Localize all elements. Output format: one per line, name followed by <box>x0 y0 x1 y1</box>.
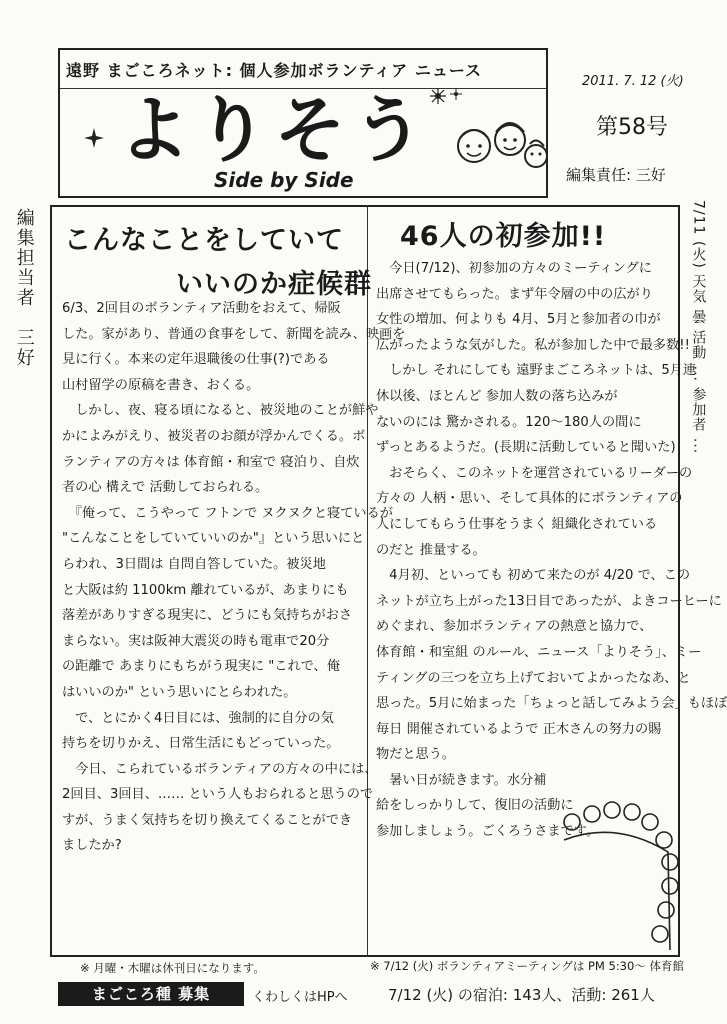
article-line: 持ちを切りかえ、日常生活にもどっていった。 <box>62 736 340 752</box>
article-line: 体育館・和室組 のルール、ニュース「よりそう」、ミー <box>376 644 702 660</box>
left-article-body <box>62 296 406 859</box>
side-editor-note: 編集担当者 三好 <box>13 208 35 368</box>
article-line: の距離で あまりにもちがう現実に "これで、俺 <box>62 659 340 675</box>
closed-days-note: ※ 月曜・木曜は休刊日になります。 <box>80 961 265 975</box>
newsletter-title-english: Side by Side <box>214 168 354 192</box>
issue-number: 第58号 <box>596 115 668 140</box>
article-line: 参加しましょう。ごくろうさまです。 <box>376 824 600 840</box>
article-line: 者の心 構えで 活動しておられる。 <box>62 480 269 496</box>
editor-in-charge: 編集責任: 三好 <box>566 166 666 184</box>
article-line: ましたか? <box>62 838 122 854</box>
article-line: 物だと思う。 <box>376 747 456 763</box>
article-line: ランティアの方々は 体育館・和室で 寝泊り、自炊 <box>62 454 360 470</box>
article-line: 女性の増加、何よりも 4月、5月と参加者の巾が <box>376 312 661 328</box>
article-line: 今日、こられているボランティアの方々の中には、 <box>62 761 378 777</box>
article-line: らわれ、3日間は 自問自答していた。被災地 <box>62 556 326 572</box>
article-line: 人にしてもらう仕事をうまく 組織化されている <box>376 516 658 532</box>
article-line: すが、うまく気持ちを切り換えてくることができ <box>62 812 353 828</box>
article-line: 広がったような気がした。私が参加した中で最多数!! <box>376 337 690 353</box>
article-line: ないのには 驚かされる。120～180人の間に <box>376 414 642 430</box>
article-line: した。家があり、普通の食事をして、新聞を読み、映画を <box>62 326 406 342</box>
column-divider <box>367 207 368 955</box>
article-line: 山村留学の原稿を書き、おくる。 <box>62 377 260 393</box>
newsletter-title: よりそう <box>118 87 431 172</box>
article-line: 思った。5月に始まった「ちょっと話してみよう会」もほぼ <box>376 696 727 712</box>
side-weather-note: 7/11 (火) 天気 曇 活動 ... 参加者 ... <box>690 200 707 455</box>
volunteers-arc-illustration <box>560 800 678 952</box>
article-line: ずっとあるようだ。(長期に活動していると聞いた) <box>376 440 676 456</box>
article-line: しかし、夜、寝る頃になると、被災地のことが鮮や <box>62 403 379 419</box>
article-line: ティングの三つを立ち上げておいてよかったなあ、と <box>376 670 691 686</box>
homepage-note: くわしくはHPへ <box>252 990 348 1005</box>
article-line: で、とにかく4日目には、強制的に自分の気 <box>62 710 334 726</box>
article-line: 方々の 人柄・思い、そして具体的にボランティアの <box>376 491 683 507</box>
article-line: のだと 推量する。 <box>376 542 486 558</box>
article-line: 給をしっかりして、復旧の活動に <box>376 798 574 814</box>
left-article-title-line1: こんなことをしていて <box>64 225 344 256</box>
article-line: かによみがえり、被災者のお顔が浮かんでくる。ボ <box>62 428 366 444</box>
newsletter-subtitle: 遠野 まごころネット: 個人参加ボランティア ニュース <box>66 61 483 80</box>
article-line: 落差がありすぎる現実に、どうにも気持ちがおさ <box>62 608 353 624</box>
left-article-title-line2: いいのか症候群 <box>176 269 372 300</box>
issue-date: 2011. 7. 12 (火) <box>582 74 684 89</box>
article-line: 出席させてもらった。まず年令層の中の広がり <box>376 286 653 302</box>
article-line: おそらく、このネットを運営されているリーダーの <box>376 465 693 481</box>
article-line: 『俺って、こうやって フトンで ヌクヌクと寝ているが <box>62 505 393 521</box>
article-line: ネットが立ち上がった13日目であったが、よきコーヒーに <box>376 593 722 609</box>
article-line: 4月初、といっても 初めて来たのが 4/20 で、この <box>376 568 691 584</box>
article-line: 暑い日が続きます。水分補 <box>376 772 547 788</box>
article-line: 今日(7/12)、初参加の方々のミーティングに <box>376 261 652 276</box>
article-line: 6/3、2回目のボランティア活動をおえて、帰阪 <box>62 301 341 316</box>
article-line: 休以後、ほとんど 参加人数の落ち込みが <box>376 388 618 404</box>
article-line: 見に行く。本来の定年退職後の仕事(?)である <box>62 352 330 368</box>
article-line: まらない。実は阪神大震災の時も電車で20分 <box>62 633 330 649</box>
recruit-banner: まごころ種 募集 <box>58 982 244 1006</box>
article-line: めぐまれ、参加ボランティアの熱意と協力で、 <box>376 619 653 635</box>
article-line: 2回目、3回目、…… という人もおられると思うので <box>62 787 374 803</box>
sparkle-icon <box>84 128 104 148</box>
article-line: と大阪は約 1100km 離れているが、あまりにも <box>62 582 349 598</box>
right-article-title: 46人の初参加!! <box>400 221 607 252</box>
meeting-note: ※ 7/12 (火) ボランティアミーティングは PM 5:30～ 体育館 <box>370 959 684 973</box>
daily-stats: 7/12 (火) の宿泊: 143人、活動: 261人 <box>388 986 655 1004</box>
article-line: 毎日 開催されているようで 正木さんの努力の賜 <box>376 721 662 737</box>
children-faces-illustration <box>452 108 548 178</box>
article-line: はいいのか" という思いにとらわれた。 <box>62 684 297 700</box>
article-line: しかし それにしても 遠野まごころネットは、5月連 <box>376 363 697 379</box>
article-line: "こんなことをしていていいのか"』という思いにと <box>62 531 365 547</box>
